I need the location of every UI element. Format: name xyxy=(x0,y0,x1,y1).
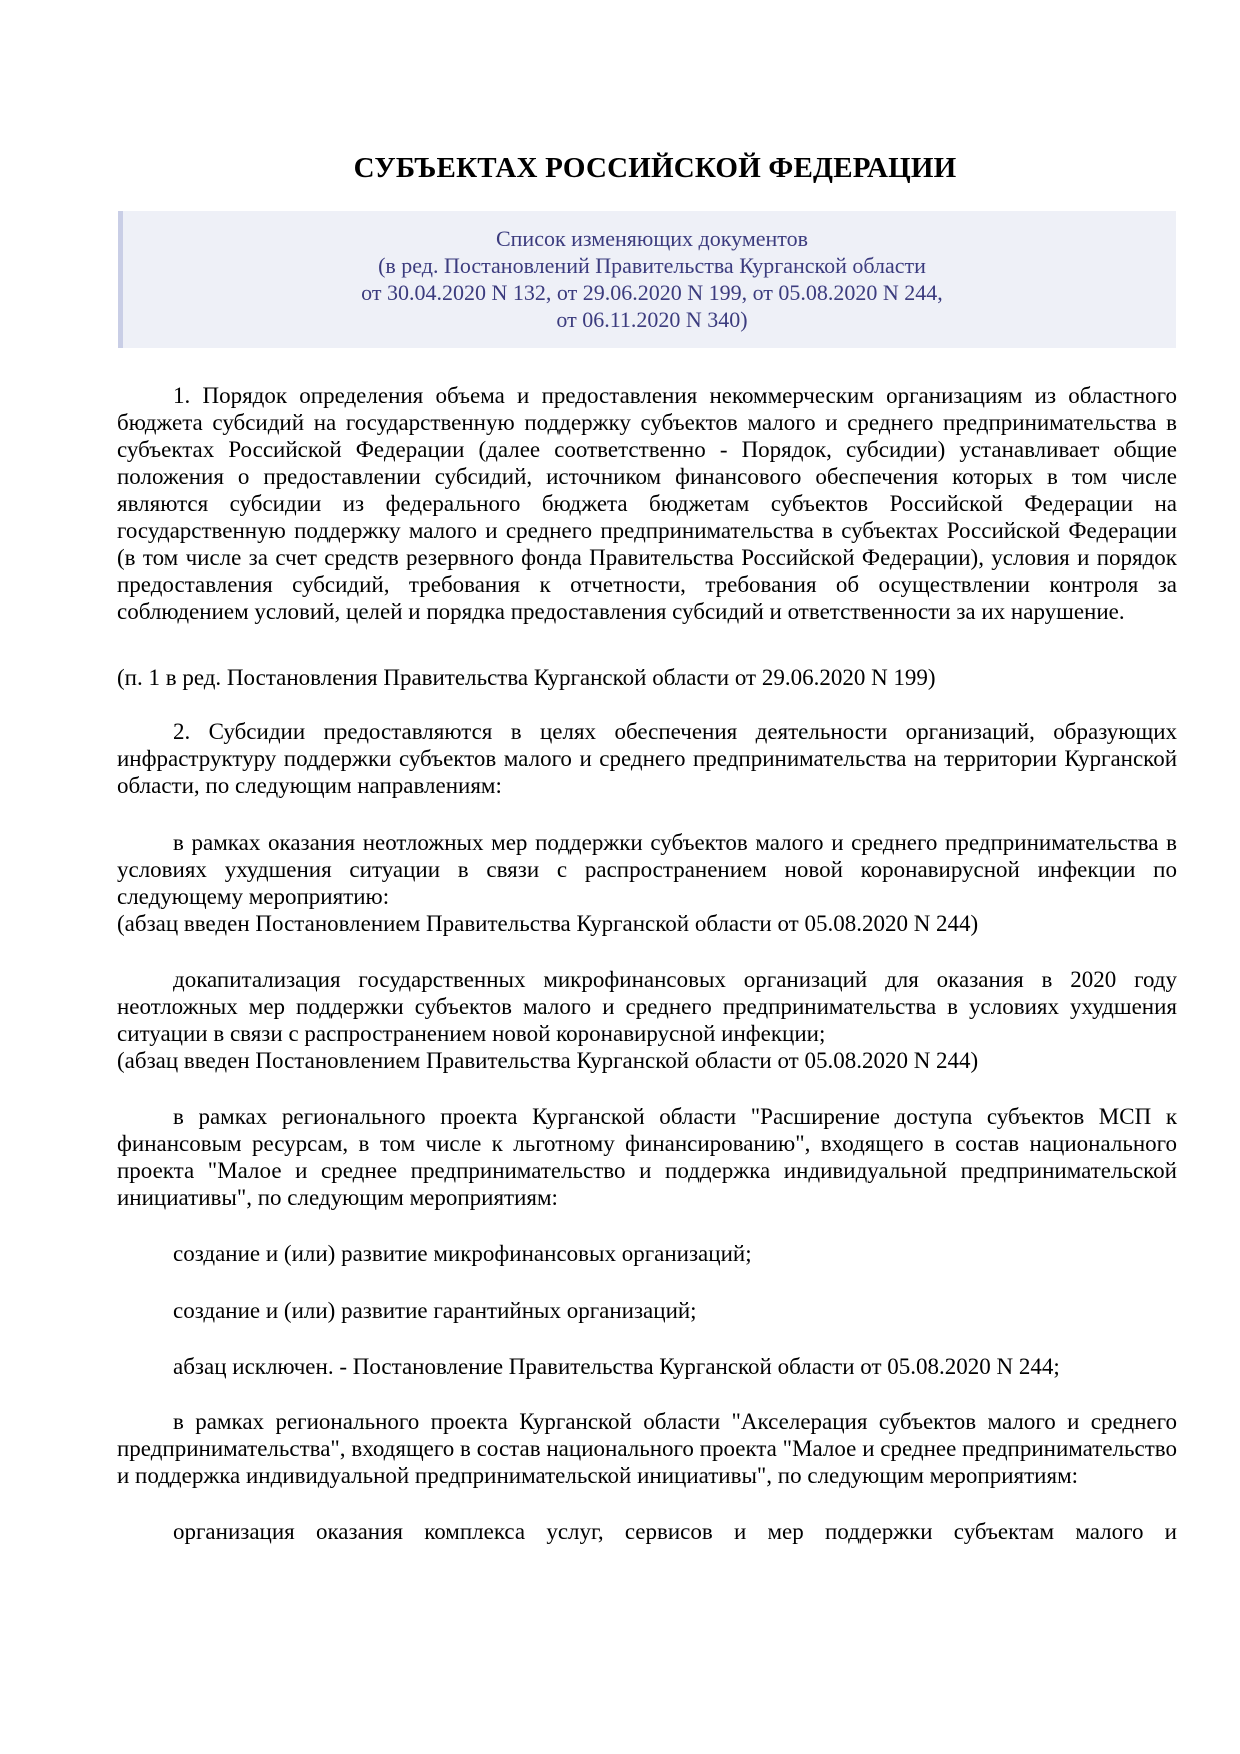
document-title: СУБЪЕКТАХ РОССИЙСКОЙ ФЕДЕРАЦИИ xyxy=(353,152,957,184)
paragraph-10: организация оказания комплекса услуг, сервисов и мер поддержки субъектам малого и xyxy=(173,1519,1177,1544)
paragraph-3-amendment-note: (абзац введен Постановлением Правительства Курганской области от 05.08.2020 N 244) xyxy=(117,911,979,936)
paragraph-5: в рамках регионального проекта Курганской области "Расширение доступа субъектов МСП к финансовым ресурсам, в том числе к льготному финансированию", входящего в состав национального проекта "Малое и среднее предпринимательство и поддержка индивидуальной предпринимательской инициативы", по следующим мероприятиям: xyxy=(117,1104,1177,1210)
paragraph-7: создание и (или) развитие гарантийных организаций; xyxy=(173,1298,697,1323)
paragraph-1: 1. Порядок определения объема и предоставления некоммерческим организациям из областного бюджета субсидий на государственную поддержку субъектов малого и среднего предпринимательства в субъектах Российской Федерации (далее соответственно - Порядок, субсидии) устанавливает общие положения о предоставлении субсидий, источником финансового обеспечения которых в том числе являются субсидии из федерального бюджета бюджетам субъектов Российской Федерации на государственную поддержку малого и среднего предпринимательства в субъектах Российской Федерации (в том числе за счет средств резервного фонда Правительства Российской Федерации), условия и порядок предоставления субсидий, требования к отчетности, требования об осуществлении контроля за соблюдением условий, целей и порядка предоставления субсидий и ответственности за их нарушение. xyxy=(117,383,1177,624)
amending-documents-line-3: от 06.11.2020 N 340) xyxy=(556,307,748,332)
paragraph-3: в рамках оказания неотложных мер поддержки субъектов малого и среднего предпринимательства в условиях ухудшения ситуации в связи с распространением новой коронавирусной инфекции по следующему мероприятию: xyxy=(117,830,1177,909)
paragraph-8: абзац исключен. - Постановление Правительства Курганской области от 05.08.2020 N 244; xyxy=(173,1354,1060,1379)
paragraph-4: докапитализация государственных микрофинансовых организаций для оказания в 2020 году неотложных мер поддержки субъектов малого и среднего предпринимательства в условиях ухудшения ситуации в связи с распространением новой коронавирусной инфекции; xyxy=(117,967,1177,1046)
paragraph-9: в рамках регионального проекта Курганской области "Акселерация субъектов малого и среднего предпринимательства", входящего в состав национального проекта "Малое и среднее предпринимательство и поддержка индивидуальной предпринимательской инициативы", по следующим мероприятиям: xyxy=(117,1409,1177,1488)
paragraph-2: 2. Субсидии предоставляются в целях обеспечения деятельности организаций, образующих инфраструктуру поддержки субъектов малого и среднего предпринимательства на территории Курганской области, по следующим направлениям: xyxy=(117,719,1177,798)
amending-documents-heading: Список изменяющих документов xyxy=(495,226,808,251)
amending-documents-line-1: (в ред. Постановлений Правительства Курганской области xyxy=(378,253,926,278)
amending-documents-line-2: от 30.04.2020 N 132, от 29.06.2020 N 199, от 05.08.2020 N 244, xyxy=(361,280,943,305)
paragraph-6: создание и (или) развитие микрофинансовых организаций; xyxy=(173,1241,752,1266)
paragraph-4-amendment-note: (абзац введен Постановлением Правительства Курганской области от 05.08.2020 N 244) xyxy=(117,1048,979,1073)
amending-documents-box xyxy=(118,211,1176,348)
paragraph-1-amendment-note: (п. 1 в ред. Постановления Правительства Курганской области от 29.06.2020 N 199) xyxy=(117,665,936,690)
